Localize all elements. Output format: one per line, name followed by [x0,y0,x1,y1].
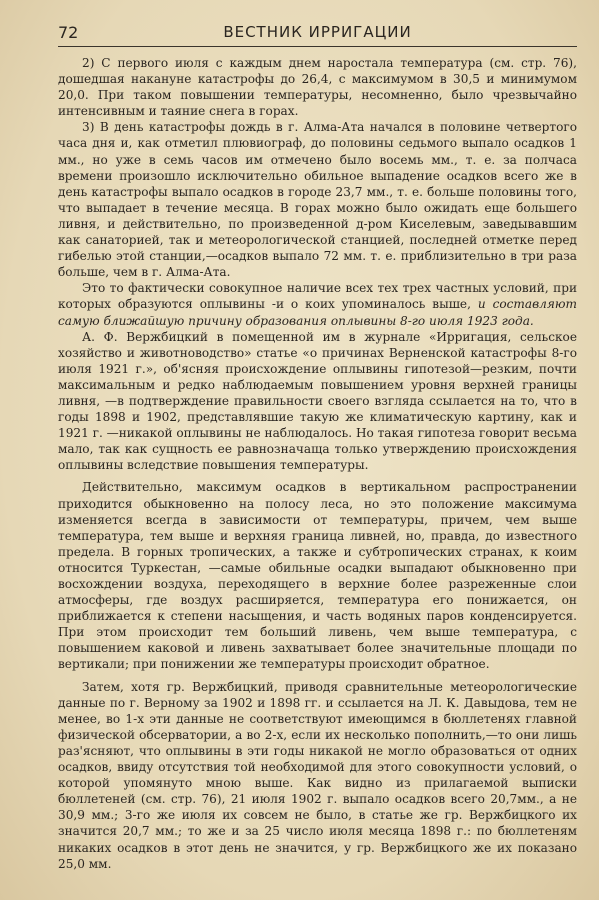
paragraph: Действительно, максимум осадков в вертикальном распространении приходится обыкновенно на полосу леса, но это положение максимума изменяется всегда в зависимости от температуры, причем, чем выше температура, тем выше и верхняя граница ливней, но, правда, до известного предела. В горных тропических, а также и субтропических странах, к коим относится Туркестан, —самые обильные осадки выпадают обыкновенно при восхождении воздуха, переходящего в верхние более разреженные слои атмосферы, где воздух расширяется, температура его понижается, он приближается к степени насыщения, и часть водяных паров конденсируется. При этом происходит тем больший ливень, чем выше температура, с повышением каковой и ливень захватывает более значительные площади по вертикали; при понижении же температуры происходит обратное. [58,480,577,672]
page-header [58,20,577,47]
paragraph: 2) С первого июля с каждым днем наростала температура (см. стр. 76), дошедшая накануне катастрофы до 26,4, с максимумом в 30,5 и минимумом 20,0. При таком повышении температуры, несомненно, было чрезвычайно интенсивным и таяние снега в горах. [58,56,577,119]
paragraph: Это то фактически совокупное наличие всех тех трех частных условий, при которых образуются оплывины -и о коих упоминалось выше, и составляют самую ближайшую причину образования оплывины 8-го июля 1923 года. [58,281,577,328]
emphasized-conclusion: и составляют самую ближайшую причину образования оплывины 8-го июля 1923 года. [58,297,577,328]
paragraph: А. Ф. Вержбицкий в помещенной им в журнале «Ирригация, сельское хозяйство и животноводство» статье «о причинах Верненской катастрофы 8-го июля 1921 г.», об'ясняя происхождение оплывины гипотезой—резким, почти максимальным и редко наблюдаемым повышением уровня верхней границы ливня, —в подтверждение правильности своего взгляда ссылается на то, что в годы 1898 и 1902, представлявшие такую же климатическую картину, как и 1921 г. —никакой оплывины не наблюдалось. Но такая гипотеза говорит весьма мало, так как сущность ее равнозначаща только утверждению происхождения оплывины вследствие повышения температуры. [58,329,577,473]
paragraph: 3) В день катастрофы дождь в г. Алма-Ата начался в половине четвертого часа дня и, как отметил плювиограф, до половины седьмого выпало осадков 1 мм., но уже в семь часов им отмечено было восемь мм., т. е. за полчаса времени произошло исключительно обильное выпадение осадков всего же в день катастрофы выпало осадков в городе 23,7 мм., т. е. больше половины того, что выпадает в течение месяца. В горах можно было ожидать еще большего ливня, и действительно, по произведенной д-ром Киселевым, заведывавшим как санаторией, так и метеорологической станцией, последней отметке перед гибелью этой станции,—осадков выпало 72 мм. т. е. приблизительно в три раза больше, чем в г. Алма-Ата. [58,120,577,280]
journal-title: ВЕСТНИК ИРРИГАЦИИ [223,23,412,41]
page-number: 72 [58,23,79,42]
paragraph: Затем, хотя гр. Вержбицкий, приводя сравнительные метеорологические данные по г. Верному за 1902 и 1898 гг. и ссылается на Л. К. Давыдова, тем не менее, во 1-х эти данные не соответствуют имеющимся в бюллетенях главной физической обсерватории, а во 2-х, если их несколько пополнить,—то они лишь раз'ясняют, что оплывины в эти годы никакой не могло образоваться от одних осадков, ввиду отсутствия той необходимой для этого совокупности условий, о которой упомянуто мною выше. Как видно из прилагаемой выписки бюллетеней (см. стр. 76), 21 июля 1902 г. выпало осадков всего 20,7мм., а не 30,9 мм.; 3-го же июля их совсем не было, в статье же гр. Вержбицкого их значится 20,7 мм.; то же и за 25 число июля месяца 1898 г.: по бюллетеням никаких осадков в этот день не значится, у гр. Вержбицкого же их показано 25,0 мм. [58,679,577,871]
article-body [58,55,577,872]
